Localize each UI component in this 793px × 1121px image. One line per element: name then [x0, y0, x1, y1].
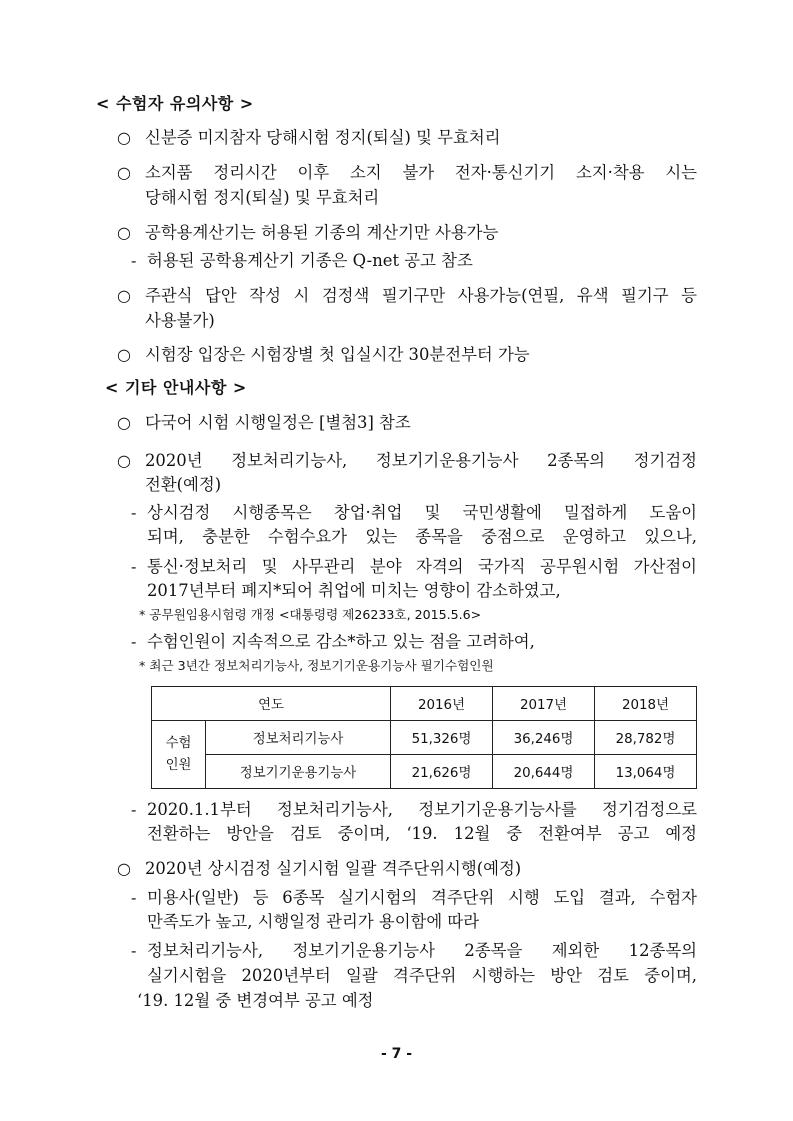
text-line: 상시검정 시행종목은 창업·취업 및 국민생활에 밀접하게 도움이 — [147, 503, 697, 522]
circle-bullet-icon: ○ — [117, 413, 131, 432]
table-cell: 13,064명 — [595, 755, 697, 789]
text-line: 다국어 시험 시행일정은 [별첨3] 참조 — [145, 413, 411, 432]
table-row — [152, 721, 697, 755]
group-label-line: 수험 — [165, 735, 192, 751]
page-number: - 7 - — [380, 1046, 413, 1062]
dash-bullet-icon: - — [131, 251, 137, 270]
table-header-cell: 2018년 — [595, 687, 697, 721]
table-header-cell: 연도 — [152, 687, 391, 721]
circle-bullet-icon: ○ — [117, 128, 131, 147]
table-row — [152, 755, 697, 789]
table-cell: 36,246명 — [493, 721, 595, 755]
text-line: 소지품 정리시간 이후 소지 불가 전자·통신기기 소지·착용 시는 — [145, 163, 697, 182]
text-line: 2020년 정보처리기능사, 정보기기운용기능사 2종목의 정기검정 — [145, 451, 697, 470]
text-line: 미용사(일반) 등 6종목 실기시험의 격주단위 시행 도입 결과, 수험자 — [147, 888, 697, 907]
table-group-label — [152, 721, 206, 789]
text-line: 사용불가) — [145, 311, 215, 330]
text-line: 주관식 답안 작성 시 검정색 필기구만 사용가능(연필, 유색 필기구 등 — [145, 286, 697, 305]
dash-bullet-icon: - — [131, 503, 137, 522]
text-line: 되며, 충분한 수험수요가 있는 종목을 중점으로 운영하고 있으나, — [147, 527, 697, 546]
text-line: 2020.1.1부터 정보처리기능사, 정보기기운용기능사를 정기검정으로 — [147, 800, 697, 819]
table-cell: 21,626명 — [391, 755, 493, 789]
text-line: 공학용계산기는 허용된 기종의 계산기만 사용가능 — [145, 223, 499, 242]
text-line: 신분증 미지참자 당해시험 정지(퇴실) 및 무효처리 — [145, 128, 501, 147]
text-line: 만족도가 높고, 시행일정 관리가 용이함에 따라 — [147, 912, 480, 931]
dash-bullet-icon: - — [131, 941, 137, 960]
table-header-cell: 2017년 — [493, 687, 595, 721]
text-line: 전환(예정) — [145, 475, 222, 494]
circle-bullet-icon: ○ — [117, 345, 131, 364]
text-line: 2017년부터 폐지*되어 취업에 미치는 영향이 감소하였고, — [147, 581, 561, 600]
table-header-row — [152, 687, 697, 721]
text-line: 전환하는 방안을 검토 중이며, ‘19. 12월 중 전환여부 공고 예정 — [147, 824, 697, 843]
text-line: 2020년 상시검정 실기시험 일괄 격주단위시행(예정) — [145, 859, 522, 878]
section-heading-examinee-notes: < 수험자 유의사항 > — [96, 94, 254, 113]
circle-bullet-icon: ○ — [117, 859, 131, 878]
table-cell: 정보기기운용기능사 — [206, 755, 391, 789]
text-line: 수험인원이 지속적으로 감소*하고 있는 점을 고려하여, — [147, 632, 535, 651]
text-line: 통신·정보처리 및 사무관리 분야 자격의 국가직 공무원시험 가산점이 — [147, 557, 697, 576]
dash-bullet-icon: - — [131, 888, 137, 907]
dash-bullet-icon: - — [131, 632, 137, 651]
footnote: * 공무원임용시험령 개정 <대통령령 제26233호, 2015.5.6> — [139, 607, 482, 622]
circle-bullet-icon: ○ — [117, 286, 131, 305]
table-header-cell: 2016년 — [391, 687, 493, 721]
text-line: 정보처리기능사, 정보기기운용기능사 2종목을 제외한 12종목의 — [147, 941, 697, 960]
dash-bullet-icon: - — [131, 557, 137, 576]
dash-bullet-icon: - — [131, 800, 137, 819]
text-line: 시험장 입장은 시험장별 첫 입실시간 30분전부터 가능 — [145, 345, 530, 364]
circle-bullet-icon: ○ — [117, 163, 131, 182]
footnote: * 최근 3년간 정보처리기능사, 정보기기운용기능사 필기수험인원 — [139, 658, 494, 673]
table-cell: 51,326명 — [391, 721, 493, 755]
table-cell: 정보처리기능사 — [206, 721, 391, 755]
group-label-line: 인원 — [165, 757, 192, 773]
text-line: ‘19. 12월 중 변경여부 공고 예정 — [137, 991, 374, 1010]
section-heading-other-notes: < 기타 안내사항 > — [105, 378, 247, 397]
circle-bullet-icon: ○ — [117, 223, 131, 242]
table-cell: 28,782명 — [595, 721, 697, 755]
text-line: 허용된 공학용계산기 기종은 Q-net 공고 참조 — [147, 251, 473, 270]
table-cell: 20,644명 — [493, 755, 595, 789]
circle-bullet-icon: ○ — [117, 451, 131, 470]
text-line: 당해시험 정지(퇴실) 및 무효처리 — [145, 188, 380, 207]
text-line: 실기시험을 2020년부터 일괄 격주단위 시행하는 방안 검토 중이며, — [147, 966, 697, 985]
examinee-count-table — [151, 686, 697, 789]
